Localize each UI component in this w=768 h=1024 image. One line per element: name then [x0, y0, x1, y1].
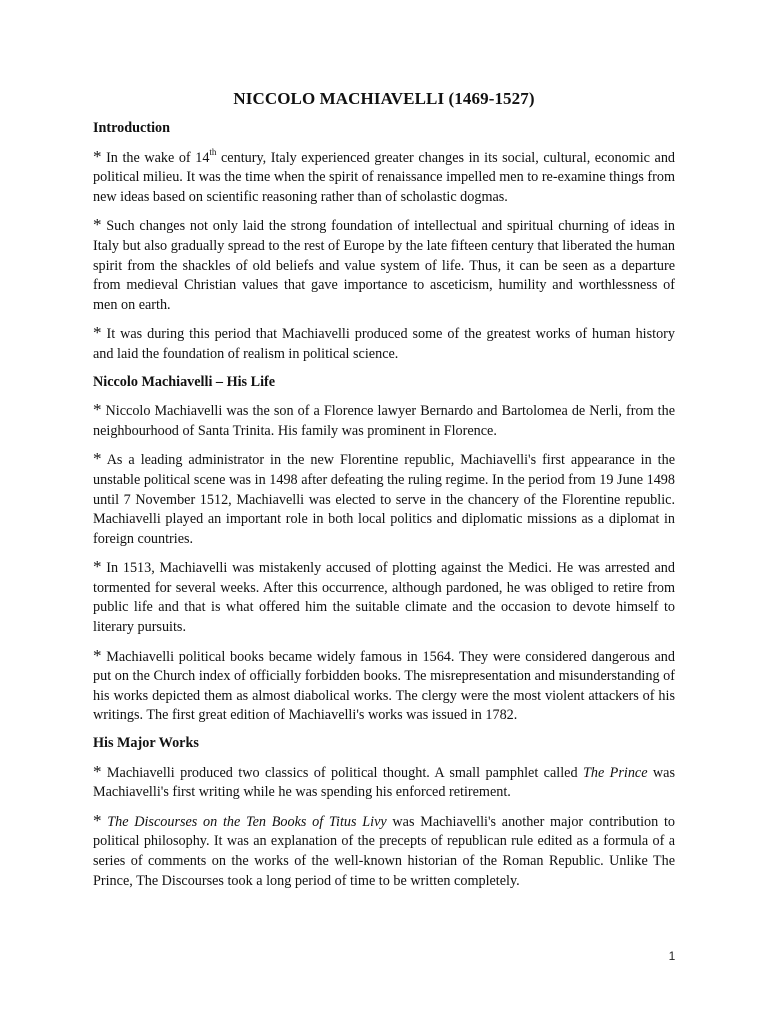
bullet-asterisk: *: [93, 645, 102, 665]
paragraph-life-3: [93, 557, 675, 637]
superscript-ordinal: th: [209, 146, 217, 157]
paragraph-life-1: [93, 400, 675, 441]
section-heading-works: His Major Works: [93, 735, 199, 752]
paragraph-text: It was during this period that Machiavelli produced some of the greatest works of human history and laid the foundation of realism in political science.: [93, 326, 675, 362]
paragraph-text: In 1513, Machiavelli was mistakenly accused of plotting against the Medici. He was arrested and tormented for several weeks. After this occurrence, although pardoned, he was obliged to retire from public life and that is what offered him the suitable climate and the occasion to devote himself to literary pursuits.: [93, 560, 675, 636]
bullet-asterisk: *: [93, 400, 102, 420]
bullet-asterisk: *: [93, 449, 102, 469]
bullet-asterisk: *: [93, 761, 102, 781]
book-title-discourses: The Discourses on the Ten Books of Titus Livy: [107, 813, 387, 830]
paragraph-intro-2: [93, 215, 675, 315]
paragraph-intro-1: [93, 147, 675, 208]
document-title: NICCOLO MACHIAVELLI (1469-1527): [233, 89, 535, 108]
paragraph-text: Machiavelli political books became widely famous in 1564. They were considered dangerous and put on the Church index of officially forbidden books. The misrepresentation and misunderstanding of his works depicted them as almost diabolical works. The clergy were the most violent attackers of his writings. The first great edition of Machiavelli's works was issued in 1782.: [93, 648, 675, 724]
paragraph-works-1: [93, 762, 675, 803]
paragraph-life-4: [93, 646, 675, 726]
bullet-asterisk: *: [93, 810, 102, 830]
paragraph-works-2: [93, 811, 675, 891]
paragraph-text: Machiavelli produced two classics of political thought. A small pamphlet called: [101, 764, 583, 781]
paragraph-text: Niccolo Machiavelli was the son of a Florence lawyer Bernardo and Bartolomea de Nerli, from the neighbourhood of Santa Trinita. His family was prominent in Florence.: [93, 403, 675, 439]
paragraph-text: century, Italy experienced greater changes in its social, cultural, economic and political milieu. It was the time when the spirit of renaissance impelled men to re-examine things from new ideas based on scientific reasoning rather than of scholastic dogmas.: [93, 149, 676, 205]
paragraph-text: In the wake of 14: [101, 149, 210, 166]
bullet-asterisk: *: [93, 323, 102, 343]
paragraph-text: As a leading administrator in the new Florentine republic, Machiavelli's first appearance in the unstable political scene was in 1498 after defeating the ruling regime. In the period from 19 June 1498 until 7 November 1512, Machiavelli was elected to serve in the chancery of the Florentine republic. Machiavelli played an important role in both local politics and diplomatic missions as a diplomat in foreign countries.: [93, 452, 675, 547]
paragraph-text: was Machiavelli's first writing while he was spending his enforced retirement.: [93, 764, 675, 801]
bullet-asterisk: *: [93, 146, 102, 166]
section-heading-life: Niccolo Machiavelli – His Life: [93, 373, 276, 390]
paragraph-intro-3: [93, 323, 675, 364]
paragraph-text: Such changes not only laid the strong foundation of intellectual and spiritual churning of ideas in Italy but also gradually spread to the rest of Europe by the late fifteen century that liberated the human spirit from the shackles of old beliefs and value system of life. Thus, it can be seen as a departure from medieval Christian values that gave importance to asceticism, humility and worthlessness of men on earth.: [93, 218, 675, 313]
section-heading-introduction: Introduction: [93, 120, 170, 136]
document-page: [93, 88, 675, 899]
book-title-the-prince: The Prince: [582, 764, 648, 781]
page-number: 1: [668, 949, 676, 963]
paragraph-life-2: [93, 449, 675, 549]
bullet-asterisk: *: [93, 215, 102, 235]
paragraph-text: was Machiavelli's another major contribution to political philosophy. It was an explanation of the precepts of republican rule edited as a formula of a series of comments on the works of the well-known historian of the Roman Republic. Unlike The Prince, The Discourses took a long period of time to be written completely.: [93, 813, 676, 889]
bullet-asterisk: *: [93, 557, 102, 577]
